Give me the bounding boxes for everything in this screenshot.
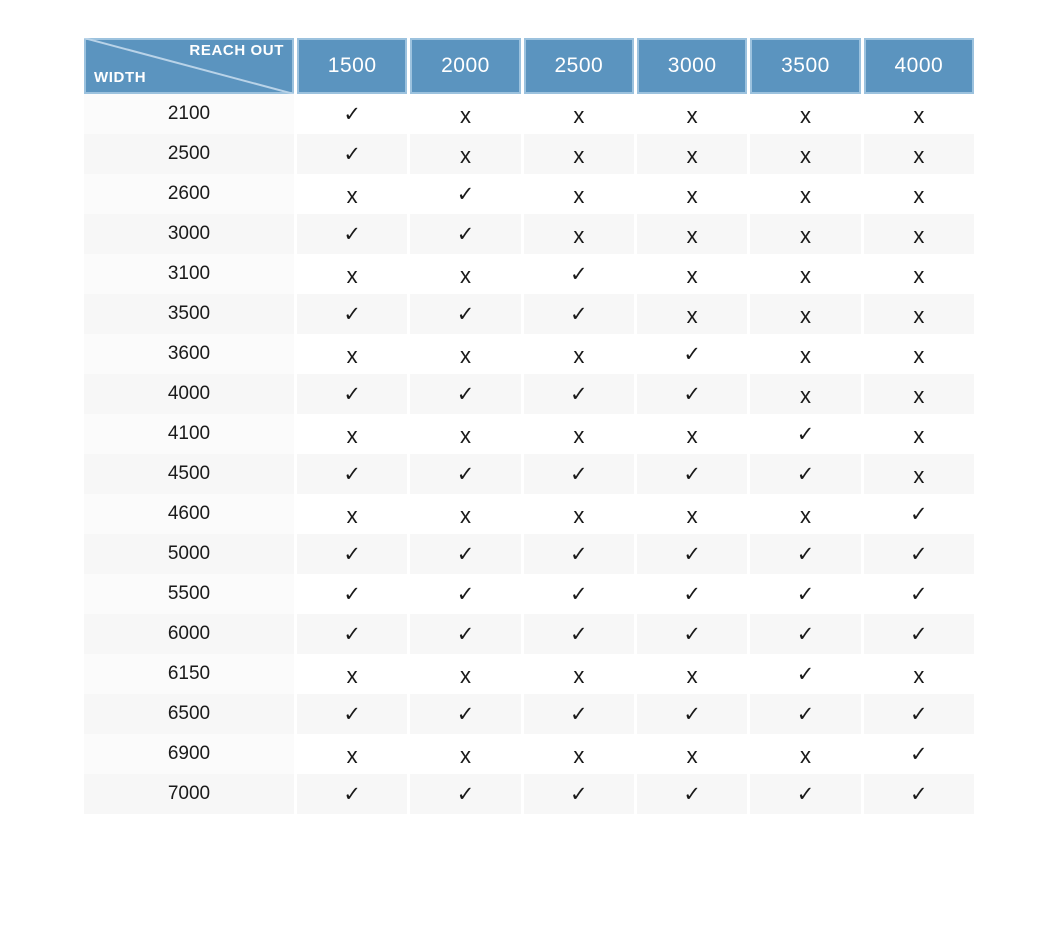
column-header-reach-out: 2500	[524, 38, 634, 94]
incompatible-x-icon: x	[799, 503, 811, 528]
incompatible-x-icon: x	[913, 423, 925, 448]
compatible-check-icon: ✓	[297, 294, 407, 334]
row-width-value: 4000	[84, 374, 294, 414]
compatible-check-icon: ✓	[524, 534, 634, 574]
row-width-value: 3600	[84, 334, 294, 374]
compatible-check-icon: ✓	[297, 454, 407, 494]
incompatible-x-icon: x	[524, 214, 634, 254]
incompatible-x-icon: x	[637, 134, 747, 174]
compatible-check-icon: ✓	[750, 534, 860, 574]
incompatible-x-icon: x	[637, 294, 747, 334]
compatible-check-icon: ✓	[456, 182, 475, 206]
incompatible-x-icon: x	[750, 214, 860, 254]
compatible-check-icon: ✓	[796, 422, 815, 446]
row-width-value: 4600	[84, 494, 294, 534]
incompatible-x-icon: x	[799, 343, 811, 368]
incompatible-x-icon: x	[346, 503, 358, 528]
compatible-check-icon: ✓	[683, 342, 701, 366]
compatible-check-icon: ✓	[524, 294, 634, 334]
incompatible-x-icon: x	[346, 343, 358, 368]
incompatible-x-icon: x	[573, 343, 585, 368]
incompatible-x-icon: x	[913, 263, 925, 288]
row-width-value: 3500	[84, 294, 294, 334]
incompatible-x-icon: x	[686, 423, 698, 448]
compatible-check-icon: ✓	[637, 374, 747, 414]
row-width-value: 3000	[84, 214, 294, 254]
compatible-check-icon: ✓	[637, 534, 747, 574]
width-label: WIDTH	[94, 69, 147, 86]
compatible-check-icon: ✓	[410, 294, 520, 334]
incompatible-x-icon: x	[864, 214, 974, 254]
incompatible-x-icon: x	[686, 263, 698, 288]
compatible-check-icon: ✓	[524, 694, 634, 734]
compatible-check-icon: ✓	[297, 614, 407, 654]
incompatible-x-icon: x	[799, 743, 811, 768]
incompatible-x-icon: x	[913, 103, 925, 128]
compatible-check-icon: ✓	[297, 694, 407, 734]
compatible-check-icon: ✓	[524, 774, 634, 814]
corner-header	[84, 38, 294, 94]
compatible-check-icon: ✓	[410, 774, 520, 814]
incompatible-x-icon: x	[913, 183, 925, 208]
incompatible-x-icon: x	[864, 134, 974, 174]
compatible-check-icon: ✓	[864, 534, 974, 574]
compatible-check-icon: ✓	[637, 614, 747, 654]
compatible-check-icon: ✓	[750, 774, 860, 814]
compatible-check-icon: ✓	[297, 374, 407, 414]
incompatible-x-icon: x	[346, 423, 358, 448]
incompatible-x-icon: x	[459, 263, 471, 288]
incompatible-x-icon: x	[686, 183, 698, 208]
incompatible-x-icon: x	[864, 374, 974, 414]
incompatible-x-icon: x	[573, 663, 585, 688]
compatible-check-icon: ✓	[524, 614, 634, 654]
incompatible-x-icon: x	[524, 134, 634, 174]
incompatible-x-icon: x	[459, 103, 471, 128]
compatible-check-icon: ✓	[410, 694, 520, 734]
incompatible-x-icon: x	[799, 103, 811, 128]
row-width-value: 6000	[84, 614, 294, 654]
column-header-reach-out: 3500	[750, 38, 860, 94]
row-width-value: 2600	[84, 174, 294, 214]
compatible-check-icon: ✓	[410, 214, 520, 254]
row-width-value: 5000	[84, 534, 294, 574]
incompatible-x-icon: x	[750, 294, 860, 334]
row-width-value: 2100	[84, 94, 294, 134]
incompatible-x-icon: x	[686, 663, 698, 688]
incompatible-x-icon: x	[346, 743, 358, 768]
incompatible-x-icon: x	[686, 503, 698, 528]
compatible-check-icon: ✓	[910, 742, 928, 766]
compatible-check-icon: ✓	[637, 694, 747, 734]
column-header-reach-out: 1500	[297, 38, 407, 94]
compatible-check-icon: ✓	[524, 374, 634, 414]
compatible-check-icon: ✓	[910, 502, 928, 526]
incompatible-x-icon: x	[573, 503, 585, 528]
compatible-check-icon: ✓	[796, 662, 815, 686]
compatible-check-icon: ✓	[297, 134, 407, 174]
compatible-check-icon: ✓	[750, 694, 860, 734]
incompatible-x-icon: x	[573, 423, 585, 448]
compatible-check-icon: ✓	[683, 582, 701, 606]
incompatible-x-icon: x	[459, 343, 471, 368]
compatible-check-icon: ✓	[524, 454, 634, 494]
column-header-reach-out: 3000	[637, 38, 747, 94]
incompatible-x-icon: x	[346, 263, 358, 288]
incompatible-x-icon: x	[864, 454, 974, 494]
row-width-value: 4100	[84, 414, 294, 454]
incompatible-x-icon: x	[459, 743, 471, 768]
compatible-check-icon: ✓	[864, 694, 974, 734]
incompatible-x-icon: x	[573, 183, 585, 208]
incompatible-x-icon: x	[459, 423, 471, 448]
incompatible-x-icon: x	[637, 214, 747, 254]
compatible-check-icon: ✓	[456, 582, 475, 606]
compatible-check-icon: ✓	[343, 582, 361, 606]
incompatible-x-icon: x	[750, 374, 860, 414]
compatible-check-icon: ✓	[570, 582, 588, 606]
compatible-check-icon: ✓	[410, 374, 520, 414]
compatible-check-icon: ✓	[637, 774, 747, 814]
incompatible-x-icon: x	[346, 183, 358, 208]
incompatible-x-icon: x	[913, 343, 925, 368]
compatible-check-icon: ✓	[297, 214, 407, 254]
row-width-value: 2500	[84, 134, 294, 174]
compatible-check-icon: ✓	[297, 534, 407, 574]
compatible-check-icon: ✓	[570, 262, 588, 286]
row-width-value: 5500	[84, 574, 294, 614]
column-header-reach-out: 4000	[864, 38, 974, 94]
compatible-check-icon: ✓	[750, 614, 860, 654]
compatible-check-icon: ✓	[343, 102, 361, 126]
compatible-check-icon: ✓	[910, 582, 928, 606]
row-width-value: 4500	[84, 454, 294, 494]
compatible-check-icon: ✓	[637, 454, 747, 494]
row-width-value: 3100	[84, 254, 294, 294]
column-header-reach-out: 2000	[410, 38, 520, 94]
incompatible-x-icon: x	[573, 743, 585, 768]
incompatible-x-icon: x	[573, 103, 585, 128]
compatible-check-icon: ✓	[297, 774, 407, 814]
incompatible-x-icon: x	[913, 663, 925, 688]
row-width-value: 6500	[84, 694, 294, 734]
incompatible-x-icon: x	[686, 103, 698, 128]
compatible-check-icon: ✓	[750, 454, 860, 494]
incompatible-x-icon: x	[410, 134, 520, 174]
reach-out-label: REACH OUT	[189, 42, 284, 59]
incompatible-x-icon: x	[346, 663, 358, 688]
compatible-check-icon: ✓	[410, 614, 520, 654]
compatible-check-icon: ✓	[864, 774, 974, 814]
row-width-value: 6900	[84, 734, 294, 774]
compatible-check-icon: ✓	[410, 454, 520, 494]
incompatible-x-icon: x	[459, 503, 471, 528]
incompatible-x-icon: x	[864, 294, 974, 334]
compatible-check-icon: ✓	[796, 582, 815, 606]
incompatible-x-icon: x	[750, 134, 860, 174]
incompatible-x-icon: x	[459, 663, 471, 688]
incompatible-x-icon: x	[799, 263, 811, 288]
compatibility-table	[84, 38, 974, 814]
compatible-check-icon: ✓	[410, 534, 520, 574]
compatible-check-icon: ✓	[864, 614, 974, 654]
row-width-value: 6150	[84, 654, 294, 694]
row-width-value: 7000	[84, 774, 294, 814]
incompatible-x-icon: x	[686, 743, 698, 768]
incompatible-x-icon: x	[799, 183, 811, 208]
